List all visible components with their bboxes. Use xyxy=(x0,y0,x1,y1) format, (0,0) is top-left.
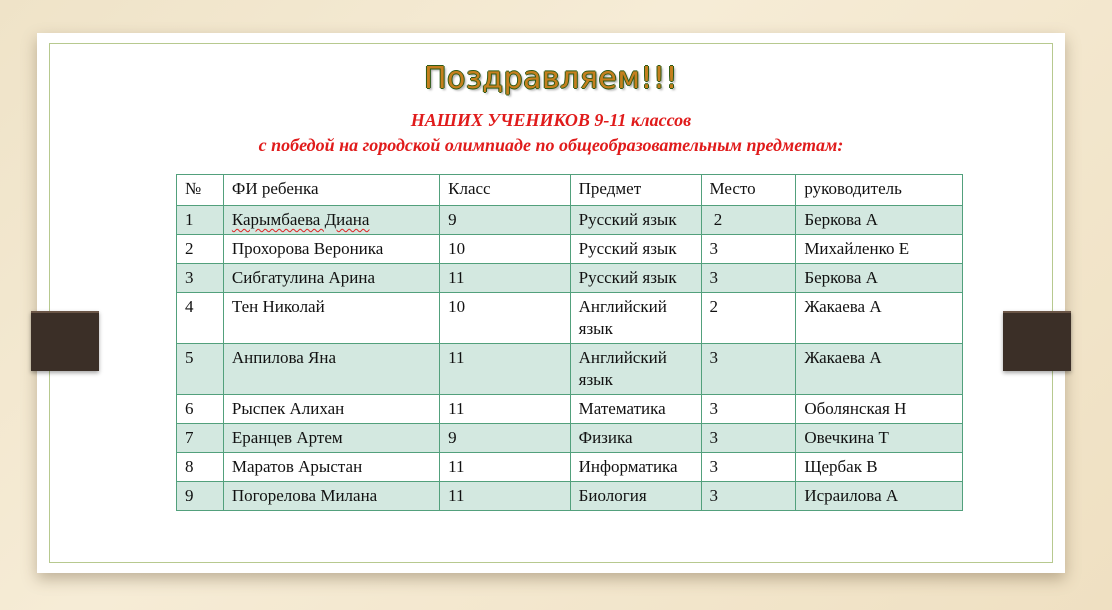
table-row xyxy=(177,482,963,511)
cell-subject: Английский язык xyxy=(570,293,701,344)
cell-number: 5 xyxy=(177,344,224,395)
table-row xyxy=(177,424,963,453)
slide xyxy=(37,33,1065,573)
subtitle-line-1: НАШИХ УЧЕНИКОВ 9-11 классов xyxy=(410,110,692,130)
cell-student-name: Еранцев Артем xyxy=(223,424,439,453)
cell-grade: 11 xyxy=(440,453,571,482)
cell-place: 3 xyxy=(701,395,796,424)
cell-student-name: Сибгатулина Арина xyxy=(223,264,439,293)
header-number: № xyxy=(177,175,224,206)
cell-place: 3 xyxy=(701,424,796,453)
winners-table xyxy=(176,174,963,511)
table-body xyxy=(177,206,963,511)
cell-supervisor: Исраилова А xyxy=(796,482,963,511)
cell-student-name xyxy=(223,206,439,235)
cell-subject: Биология xyxy=(570,482,701,511)
table-header-row xyxy=(177,175,963,206)
cell-subject: Русский язык xyxy=(570,264,701,293)
table-row xyxy=(177,453,963,482)
cell-supervisor: Овечкина Т xyxy=(796,424,963,453)
table-row xyxy=(177,206,963,235)
left-slide-tab xyxy=(31,311,99,371)
slide-title: Поздравляем!!! xyxy=(423,61,679,96)
header-student-name: ФИ ребенка xyxy=(223,175,439,206)
cell-number: 2 xyxy=(177,235,224,264)
cell-number: 1 xyxy=(177,206,224,235)
header-place: Место xyxy=(701,175,796,206)
cell-student-name: Погорелова Милана xyxy=(223,482,439,511)
cell-place: 3 xyxy=(701,482,796,511)
cell-supervisor: Михайленко Е xyxy=(796,235,963,264)
cell-place: 2 xyxy=(701,293,796,344)
table-row xyxy=(177,395,963,424)
cell-grade: 11 xyxy=(440,264,571,293)
cell-number: 3 xyxy=(177,264,224,293)
table-row xyxy=(177,293,963,344)
cell-supervisor: Оболянская Н xyxy=(796,395,963,424)
cell-grade: 11 xyxy=(440,344,571,395)
cell-grade: 10 xyxy=(440,293,571,344)
table-row xyxy=(177,264,963,293)
cell-place: 3 xyxy=(701,344,796,395)
cell-subject: Английский язык xyxy=(570,344,701,395)
cell-student-name: Тен Николай xyxy=(223,293,439,344)
cell-student-name: Прохорова Вероника xyxy=(223,235,439,264)
cell-subject: Физика xyxy=(570,424,701,453)
cell-number: 8 xyxy=(177,453,224,482)
cell-supervisor: Жакаева А xyxy=(796,344,963,395)
cell-number: 9 xyxy=(177,482,224,511)
table-row xyxy=(177,344,963,395)
table-header xyxy=(177,175,963,206)
right-slide-tab xyxy=(1003,311,1071,371)
cell-student-name: Маратов Арыстан xyxy=(223,453,439,482)
cell-student-name: Анпилова Яна xyxy=(223,344,439,395)
cell-place: 3 xyxy=(701,453,796,482)
cell-grade: 10 xyxy=(440,235,571,264)
subtitle-line-2: с победой на городской олимпиаде по общеобразовательным предметам: xyxy=(258,135,844,155)
cell-place: 3 xyxy=(701,235,796,264)
cell-grade: 9 xyxy=(440,424,571,453)
cell-supervisor: Щербак В xyxy=(796,453,963,482)
cell-place: 2 xyxy=(701,206,796,235)
cell-number: 7 xyxy=(177,424,224,453)
header-grade: Класс xyxy=(440,175,571,206)
student-name-text: Карымбаева Диана xyxy=(231,210,370,229)
cell-student-name: Рыспек Алихан xyxy=(223,395,439,424)
header-supervisor: руководитель xyxy=(796,175,963,206)
cell-subject: Русский язык xyxy=(570,206,701,235)
cell-subject: Математика xyxy=(570,395,701,424)
cell-subject: Информатика xyxy=(570,453,701,482)
cell-supervisor: Жакаева А xyxy=(796,293,963,344)
cell-supervisor: Беркова А xyxy=(796,206,963,235)
cell-number: 4 xyxy=(177,293,224,344)
cell-grade: 9 xyxy=(440,206,571,235)
cell-supervisor: Беркова А xyxy=(796,264,963,293)
cell-place: 3 xyxy=(701,264,796,293)
cell-subject: Русский язык xyxy=(570,235,701,264)
header-subject: Предмет xyxy=(570,175,701,206)
cell-grade: 11 xyxy=(440,482,571,511)
table-row xyxy=(177,235,963,264)
cell-grade: 11 xyxy=(440,395,571,424)
cell-number: 6 xyxy=(177,395,224,424)
